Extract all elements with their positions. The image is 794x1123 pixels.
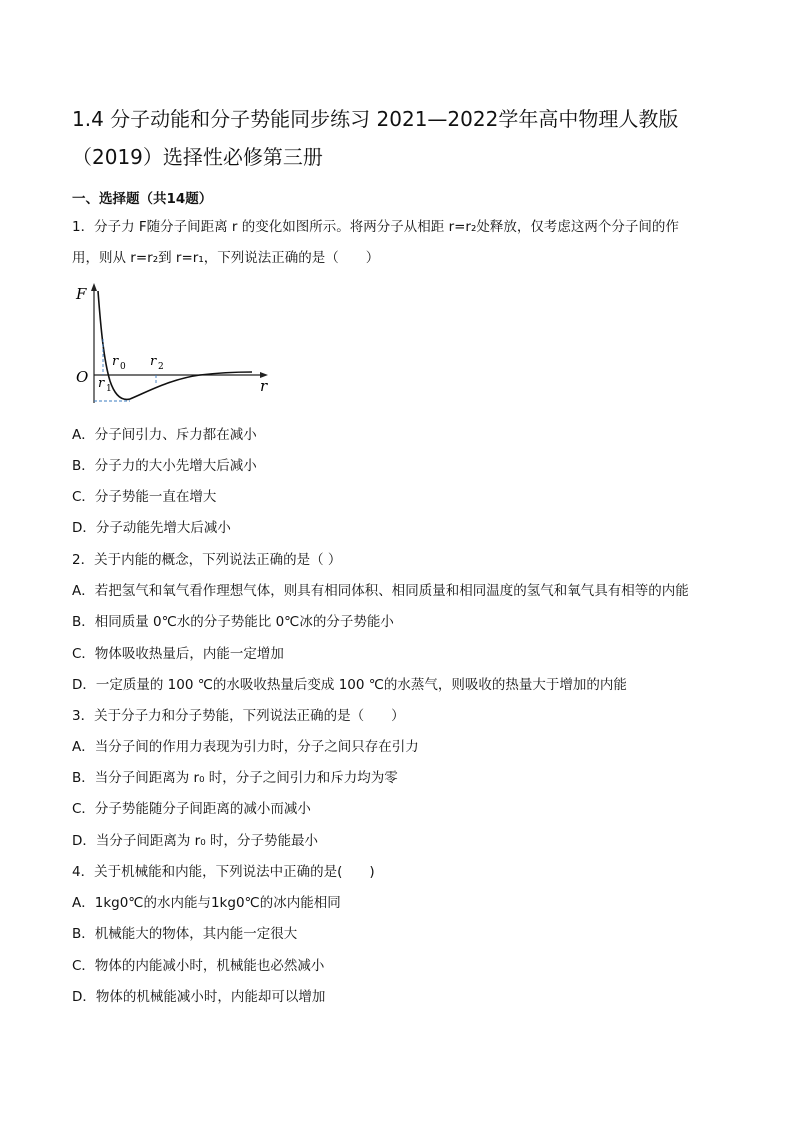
q3-option-d: D．当分子间距离为 r₀ 时，分子势能最小 [72, 833, 318, 849]
q4-stem: 4．关于机械能和内能，下列说法中正确的是( ) [72, 864, 375, 880]
force-distance-graph [70, 281, 280, 411]
title-line-1: 1.4 分子动能和分子势能同步练习 2021—2022学年高中物理人教版 [72, 107, 679, 131]
label-r0-sub: 0 [120, 362, 126, 372]
q4-option-c: C．物体的内能减小时，机械能也必然减小 [72, 958, 325, 974]
q1-option-c: C．分子势能一直在增大 [72, 489, 217, 505]
q2-stem: 2．关于内能的概念，下列说法正确的是（ ） [72, 552, 342, 568]
q2-option-c: C．物体吸收热量后，内能一定增加 [72, 646, 284, 662]
q2-option-b: B．相同质量 0℃水的分子势能比 0℃冰的分子势能小 [72, 614, 394, 630]
section-heading: 一、选择题（共14题） [72, 191, 213, 207]
label-r: r [260, 377, 268, 395]
f-axis-arrow [91, 283, 97, 291]
q1-option-b: B．分子力的大小先增大后减小 [72, 458, 257, 474]
label-r1-sub: 1 [106, 384, 112, 394]
title-line-2: （2019）选择性必修第三册 [72, 145, 323, 169]
q2-option-a: A．若把氢气和氧气看作理想气体，则具有相同体积、相同质量和相同温度的氢气和氧气具有相等的内能 [72, 583, 689, 599]
q3-option-b: B．当分子间距离为 r₀ 时，分子之间引力和斥力均为零 [72, 770, 398, 786]
q1-stem-line-1: 1．分子力 F随分子间距离 r 的变化如图所示。将两分子从相距 r=r₂处释放，仅考虑这两个分子间的作 [72, 219, 679, 235]
q4-option-b: B．机械能大的物体，其内能一定很大 [72, 926, 298, 942]
document-title [72, 100, 732, 176]
label-f: F [76, 285, 87, 303]
q1-option-d: D．分子动能先增大后减小 [72, 520, 231, 536]
label-r0: r [112, 354, 119, 369]
label-r2: r [150, 354, 157, 369]
q4-option-a: A．1kg0℃的水内能与1kg0℃的冰内能相同 [72, 895, 341, 911]
label-r2-sub: 2 [158, 362, 164, 372]
force-curve [98, 291, 252, 399]
label-o: O [76, 368, 89, 386]
q1-stem-line-2: 用，则从 r=r₂到 r=r₁，下列说法正确的是（ ） [72, 250, 380, 266]
label-r1: r [98, 376, 105, 391]
q3-option-a: A．当分子间的作用力表现为引力时，分子之间只存在引力 [72, 739, 419, 755]
q3-stem: 3．关于分子力和分子势能，下列说法正确的是（ ） [72, 708, 405, 724]
q1-option-a: A．分子间引力、斥力都在减小 [72, 427, 257, 443]
q2-option-d: D．一定质量的 100 ℃的水吸收热量后变成 100 ℃的水蒸气，则吸收的热量大于增加的内能 [72, 677, 627, 693]
q4-option-d: D．物体的机械能减小时，内能却可以增加 [72, 989, 326, 1005]
q3-option-c: C．分子势能随分子间距离的减小而减小 [72, 801, 311, 817]
